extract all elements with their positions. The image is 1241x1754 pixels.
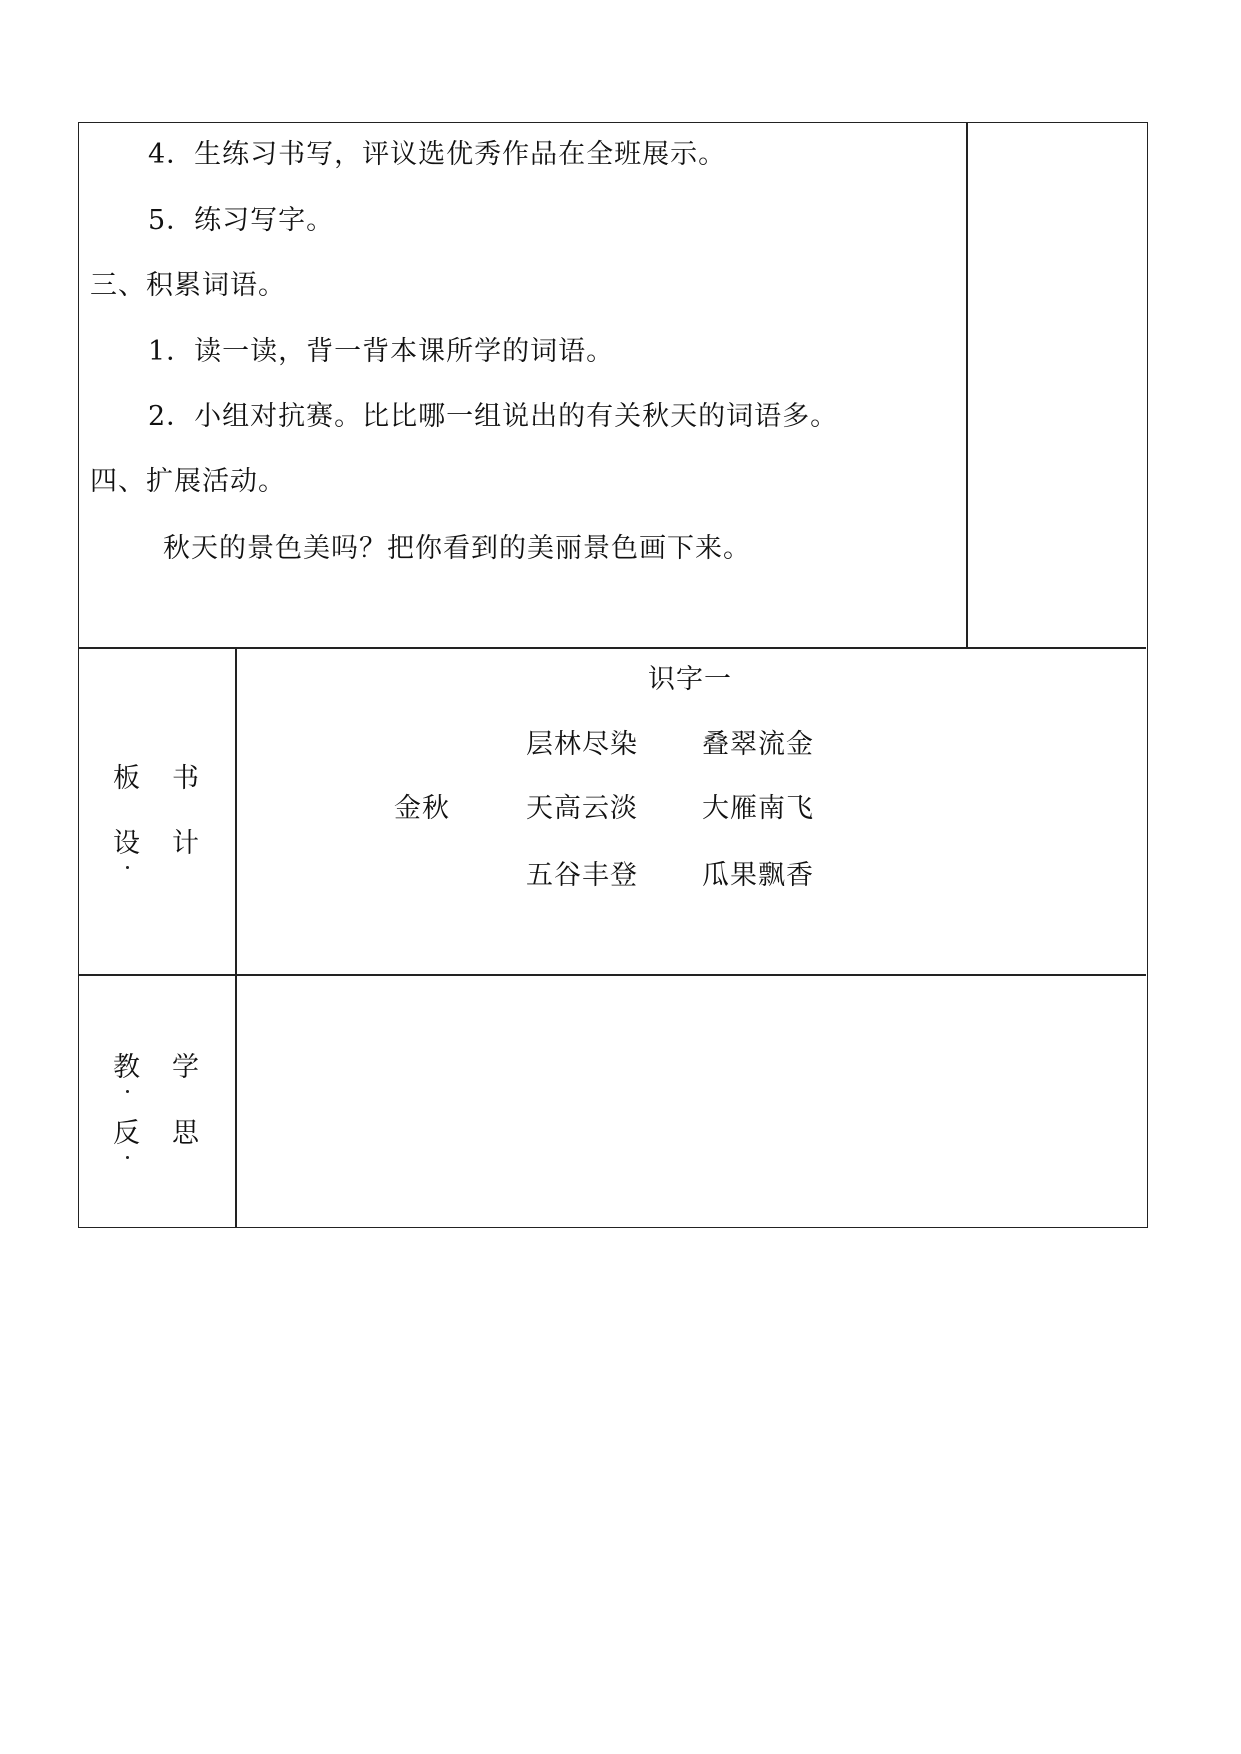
- board-label-char-3-text: 设: [113, 828, 141, 859]
- step-4-text: 4．生练习书写，评议选优秀作品在全班展示。: [148, 139, 727, 170]
- board-phrase-left-1: 层林尽染: [526, 729, 638, 760]
- reflection-label-char-1: [113, 1051, 141, 1085]
- board-label-char-2: 书: [172, 763, 200, 794]
- section-4-text: 秋天的景色美吗？把你看到的美丽景色画下来。: [163, 533, 751, 564]
- board-phrase-right-3: 瓜果飘香: [702, 860, 814, 891]
- step-5-text: 5．练习写字。: [148, 205, 335, 236]
- board-phrase-left-2: 天高云淡: [526, 793, 638, 824]
- section-4-heading: 四、扩展活动。: [90, 466, 286, 497]
- board-title: 识字一: [648, 664, 732, 695]
- board-label-char-1: 板: [113, 763, 141, 794]
- board-phrase-right-1: 叠翠流金: [702, 729, 814, 760]
- top-row-divider: [966, 123, 968, 647]
- board-label-char-4: 计: [172, 828, 200, 859]
- label-column-divider: [235, 647, 237, 1227]
- board-phrase-left-3: 五谷丰登: [526, 860, 638, 891]
- section-3-item-1: 1．读一读，背一背本课所学的词语。: [148, 336, 615, 367]
- board-center-word: 金秋: [394, 793, 450, 824]
- board-label-char-3: [113, 827, 141, 861]
- reflection-label-char-3: [113, 1117, 141, 1151]
- reflection-label-char-3-text: 反: [113, 1118, 141, 1149]
- reflection-label-char-4: 思: [172, 1118, 200, 1149]
- reflection-label-char-1-text: 教: [113, 1052, 141, 1083]
- reflection-label-char-2: 学: [172, 1052, 200, 1083]
- row-divider-2: [79, 974, 1146, 976]
- row-divider-1: [79, 647, 1146, 649]
- board-phrase-right-2: 大雁南飞: [702, 793, 814, 824]
- section-3-item-2: 2．小组对抗赛。比比哪一组说出的有关秋天的词语多。: [148, 401, 839, 432]
- section-3-heading: 三、积累词语。: [90, 270, 286, 301]
